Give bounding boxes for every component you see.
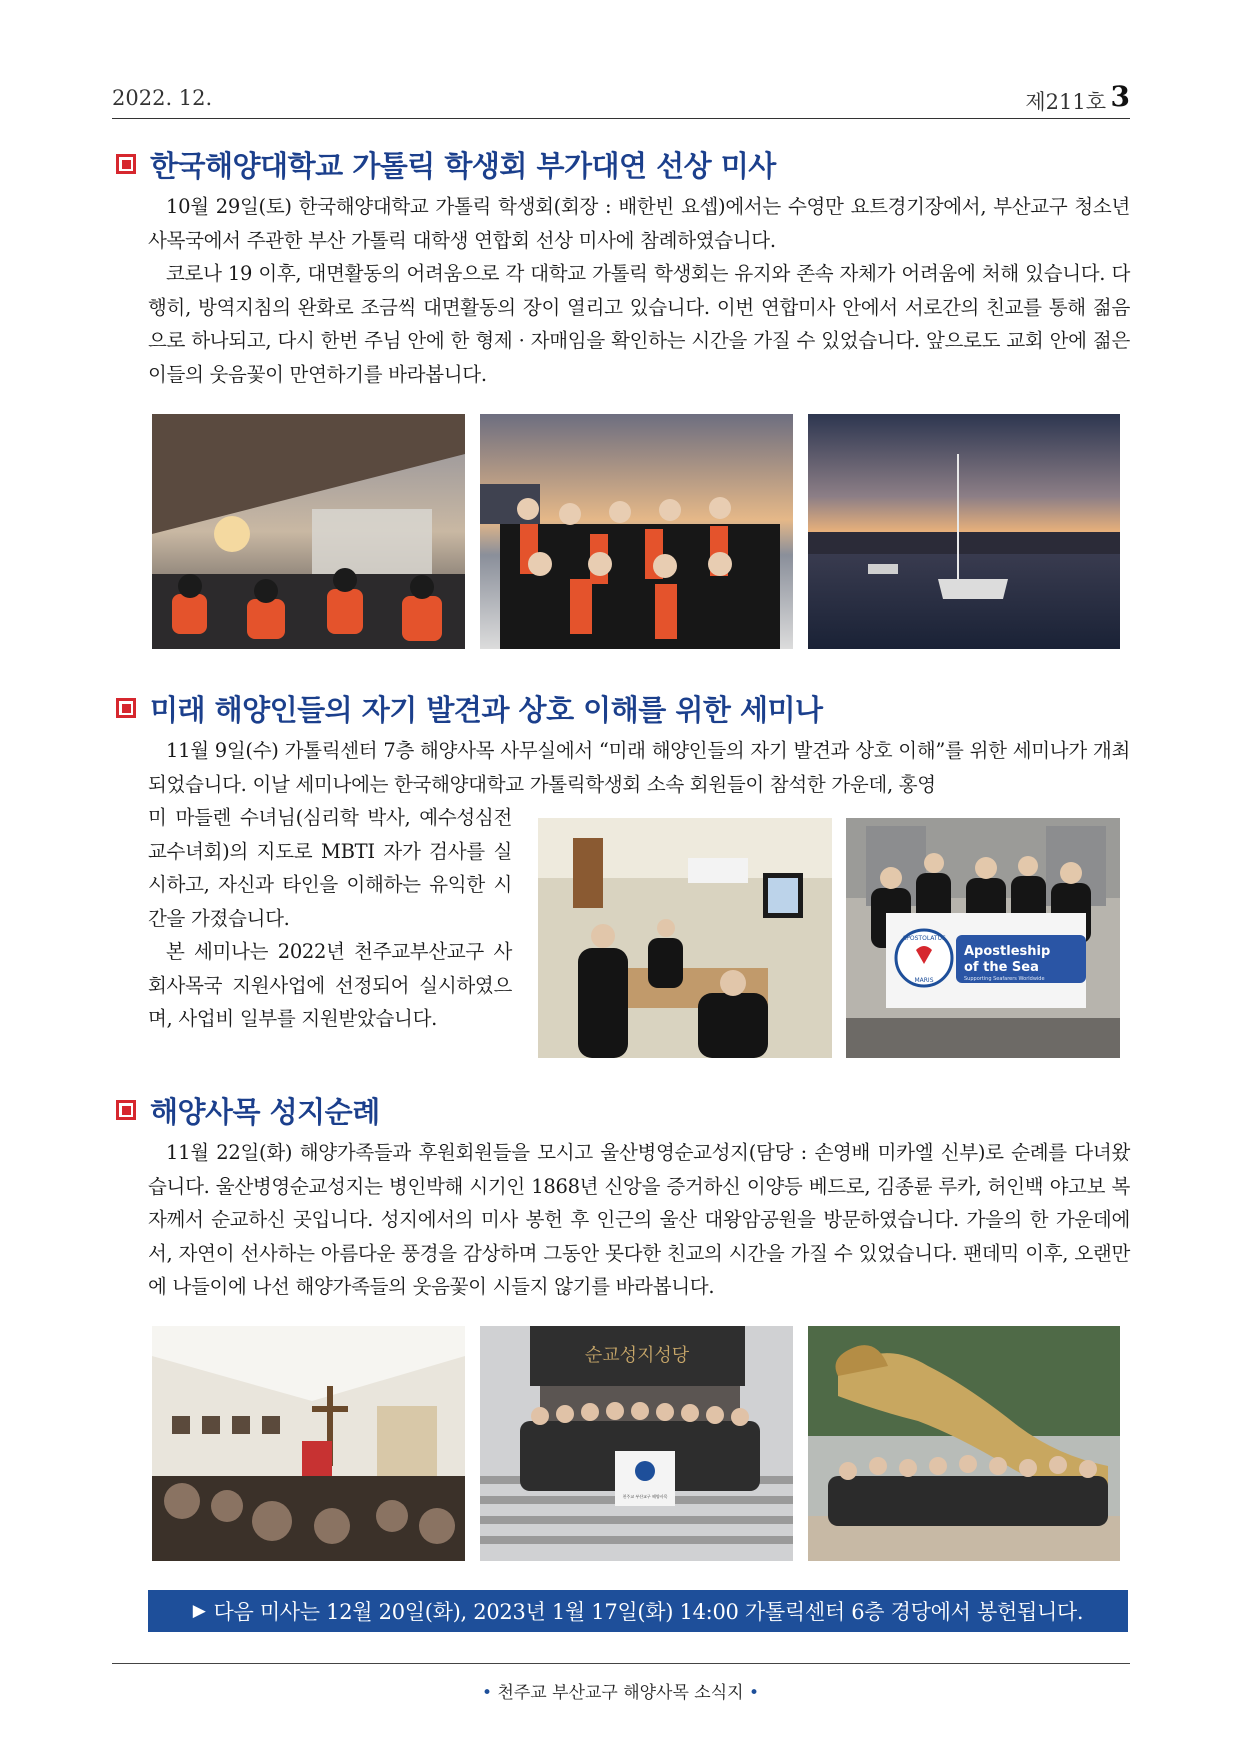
section-body-narrow bbox=[148, 801, 512, 1036]
section-title-text: 해양사목 성지순례 bbox=[150, 1094, 380, 1129]
photo-boat-mass bbox=[152, 414, 465, 649]
photo-shrine-chapel bbox=[152, 1326, 465, 1561]
banner-subtitle: Supporting Seafarers Worldwide bbox=[964, 976, 1045, 982]
shrine-sign: 순교성지성당 bbox=[584, 1345, 690, 1366]
red-square-icon bbox=[116, 154, 136, 174]
triangle-right-icon: ▶ bbox=[192, 1601, 206, 1621]
section-title-text: 한국해양대학교 가톨릭 학생회 부가대연 선상 미사 bbox=[150, 148, 776, 183]
photo-students-group bbox=[480, 414, 793, 649]
footer-text: 천주교 부산교구 해양사목 소식지 bbox=[497, 1683, 744, 1703]
issue-date: 2022. 12. bbox=[112, 86, 213, 110]
photo-seminar-room bbox=[538, 818, 832, 1058]
paragraph: 본 세미나는 2022년 천주교부산교구 사회사목국 지원사업에 선정되어 실시하였으며, 사업비 일부를 지원받았습니다. bbox=[148, 940, 512, 1030]
paragraph: 10월 29일(토) 한국해양대학교 가톨릭 학생회(회장 : 배한빈 요셉)에서는 수영만 요트경기장에서, 부산교구 청소년 사목국에서 주관한 부산 가톨릭 대학생 연합회 선상 미사에 참례하였습니다. bbox=[148, 195, 1130, 252]
photo-dragon-park bbox=[808, 1326, 1120, 1561]
section-body bbox=[148, 734, 1130, 801]
banner-emblem-bottom: MARIS bbox=[914, 977, 934, 984]
red-square-icon bbox=[116, 1100, 136, 1120]
banner-title-line2: of the Sea bbox=[964, 960, 1039, 975]
paragraph: 11월 22일(화) 해양가족들과 후원회원들을 모시고 울산병영순교성지(담당 : 손영배 미카엘 신부)로 순례를 다녀왔습니다. 울산병영순교성지는 병인박해 시기인 1868년 신앙을 증거하신 이양등 베드로, 김종륜 루카, 허인백 야고보 복자께서 순교하신 곳입니다. 성지에서의 미사 봉헌 후 인근의 울산 대왕암공원을 방문하였습니다. 가을의 한 가운데에서, 자연이 선사하는 아름다운 풍경을 감상하며 그동안 못다한 친교의 시간을 가질 수 있었습니다. 팬데믹 이후, 오랜만에 나들이에 나선 해양가족들의 웃음꽃이 시들지 않기를 바라봅니다. bbox=[148, 1141, 1130, 1298]
next-mass-notice bbox=[148, 1590, 1128, 1632]
section-body bbox=[148, 1136, 1130, 1304]
section-title bbox=[116, 144, 776, 184]
photo-group-with-banner bbox=[846, 818, 1120, 1058]
flag-text: 천주교 부산교구 해양사목 bbox=[622, 1494, 668, 1499]
photo-shrine-group bbox=[480, 1326, 793, 1561]
page-header bbox=[112, 80, 1130, 119]
paragraph: 11월 9일(수) 가톨릭센터 7층 해양사목 사무실에서 “미래 해양인들의 자기 발견과 상호 이해”를 위한 세미나가 개최되었습니다. 이날 세미나에는 한국해양대학교 가톨릭학생회 소속 회원들이 참석한 가운데, 홍영 bbox=[148, 739, 1130, 796]
red-square-icon bbox=[116, 698, 136, 718]
notice-text: 다음 미사는 12월 20일(화), 2023년 1월 17일(화) 14:00 가톨릭센터 6층 경당에서 봉헌됩니다. bbox=[213, 1600, 1084, 1624]
footer-divider bbox=[112, 1663, 1130, 1664]
section-title-text: 미래 해양인들의 자기 발견과 상호 이해를 위한 세미나 bbox=[150, 692, 823, 727]
banner-emblem-top: APOSTOLATUS bbox=[902, 935, 946, 942]
paragraph: 미 마들렌 수녀님(심리학 박사, 예수성심전교수녀회)의 지도로 MBTI 자가 검사를 실시하고, 자신과 타인을 이해하는 유익한 시간을 가졌습니다. bbox=[148, 806, 512, 930]
section-title bbox=[116, 688, 822, 728]
bullet-icon: • bbox=[748, 1683, 759, 1703]
issue-number: 제211호 bbox=[1025, 90, 1106, 114]
section-title bbox=[116, 1090, 380, 1130]
banner-title-line1: Apostleship bbox=[964, 944, 1051, 959]
section-body bbox=[148, 190, 1130, 391]
paragraph: 코로나 19 이후, 대면활동의 어려움으로 각 대학교 가톨릭 학생회는 유지와 존속 자체가 어려움에 처해 있습니다. 다행히, 방역지침의 완화로 조금씩 대면활동의 장이 열리고 있습니다. 이번 연합미사 안에서 서로간의 친교를 통해 젊음으로 하나되고, 다시 한번 주님 안에 한 형제 · 자매임을 확인하는 시간을 가질 수 있었습니다. 앞으로도 교회 안에 젊은이들의 웃음꽃이 만연하기를 바라봅니다. bbox=[148, 262, 1130, 386]
page-footer bbox=[0, 1678, 1241, 1703]
photo-sailboat-sunset bbox=[808, 414, 1120, 649]
bullet-icon: • bbox=[482, 1683, 493, 1703]
page-number: 3 bbox=[1110, 80, 1130, 113]
